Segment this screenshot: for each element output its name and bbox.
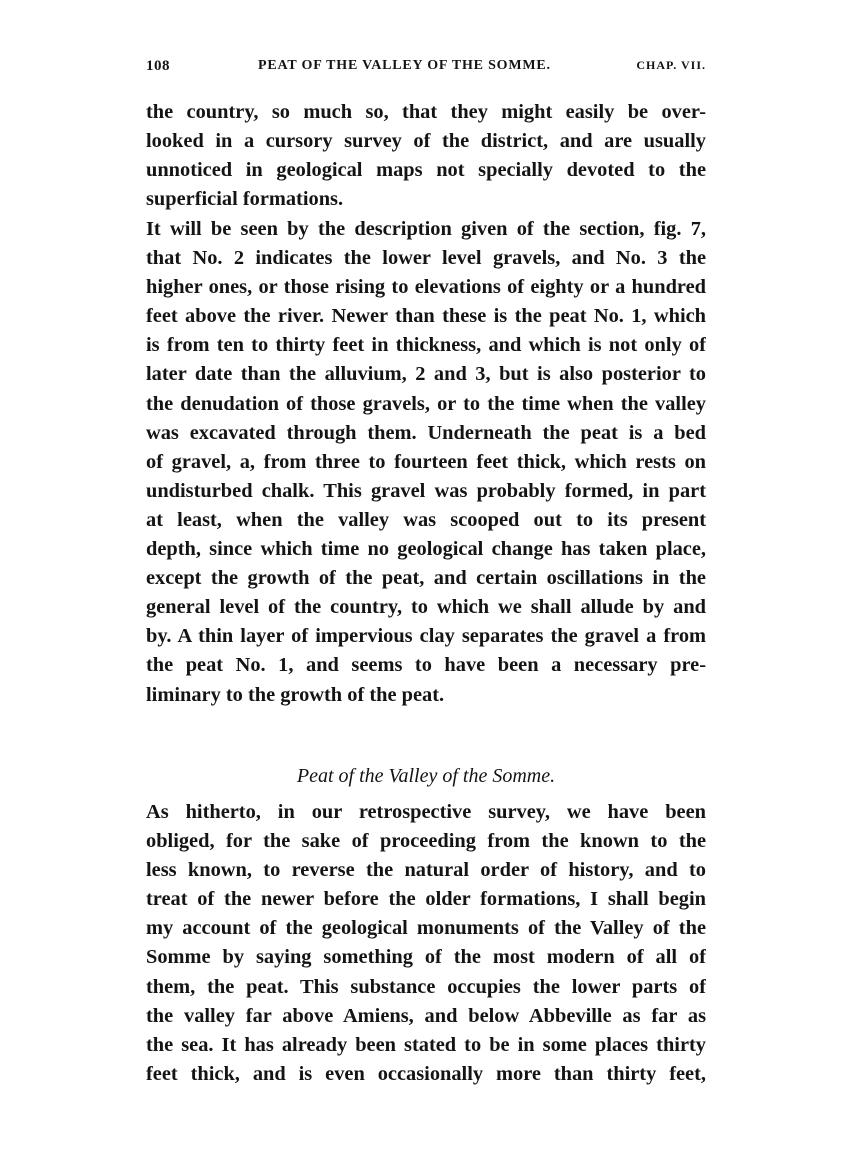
paragraph-continued — [146, 98, 706, 214]
text-line: general level of the country, to which we shall allude by and — [146, 596, 706, 619]
text-line: the peat No. 1, and seems to have been a necessary pre- — [146, 654, 706, 677]
running-title: PEAT OF THE VALLEY OF THE SOMME. — [258, 58, 551, 73]
text-line: It will be seen by the description given of the section, fig. 7, — [146, 218, 706, 240]
running-head — [146, 58, 706, 82]
text-line: liminary to the growth of the peat. — [146, 683, 445, 706]
text-line: undisturbed chalk. This gravel was probably formed, in part — [146, 479, 706, 502]
text-line: my account of the geological monuments of the Valley of the — [146, 917, 706, 940]
text-line: Somme by saying something of the most modern of all of — [146, 946, 706, 969]
text-line: at least, when the valley was scooped out to its present — [146, 508, 706, 531]
text-line: treat of the newer before the older formations, I shall begin — [146, 888, 706, 911]
paragraph-section-description — [146, 215, 706, 710]
text-line: unnoticed in geological maps not specially devoted to the — [146, 159, 706, 182]
text-line: them, the peat. This substance occupies the lower parts of — [146, 975, 706, 998]
text-line: feet above the river. Newer than these is the peat No. 1, which — [146, 305, 706, 328]
text-line: looked in a cursory survey of the district, and are usually — [146, 130, 706, 153]
text-line: was excavated through them. Underneath the peat is a bed — [146, 421, 706, 444]
text-line: of gravel, a, from three to fourteen feet thick, which rests on — [146, 450, 706, 473]
section-heading: Peat of the Valley of the Somme. — [296, 765, 556, 787]
text-line: obliged, for the sake of proceeding from the known to the — [146, 830, 706, 853]
text-line: less known, to reverse the natural order of history, and to — [146, 859, 706, 882]
text-line: As hitherto, in our retrospective survey, we have been — [146, 801, 706, 823]
text-line: feet thick, and is even occasionally more than thirty feet, — [146, 1062, 706, 1085]
paragraph-somme-peat — [146, 798, 706, 1089]
chapter-label: CHAP. VII. — [636, 58, 706, 72]
page-number: 108 — [146, 58, 170, 74]
text-line: the denudation of those gravels, or to the time when the valley — [146, 392, 706, 415]
text-line: by. A thin layer of impervious clay separates the gravel a from — [146, 625, 706, 648]
text-line: higher ones, or those rising to elevations of eighty or a hundred — [146, 276, 706, 299]
text-line: later date than the alluvium, 2 and 3, but is also posterior to — [146, 363, 706, 386]
text-line: is from ten to thirty feet in thickness, and which is not only of — [146, 334, 706, 357]
text-line: the country, so much so, that they might easily be over- — [146, 101, 706, 123]
text-line: the sea. It has already been stated to be in some places thirty — [146, 1033, 706, 1056]
text-line: the valley far above Amiens, and below Abbeville as far as — [146, 1004, 706, 1027]
text-line: depth, since which time no geological change has taken place, — [146, 538, 706, 561]
text-line: except the growth of the peat, and certain oscillations in the — [146, 567, 706, 590]
text-line: that No. 2 indicates the lower level gravels, and No. 3 the — [146, 247, 706, 270]
text-line: superficial formations. — [146, 188, 344, 211]
